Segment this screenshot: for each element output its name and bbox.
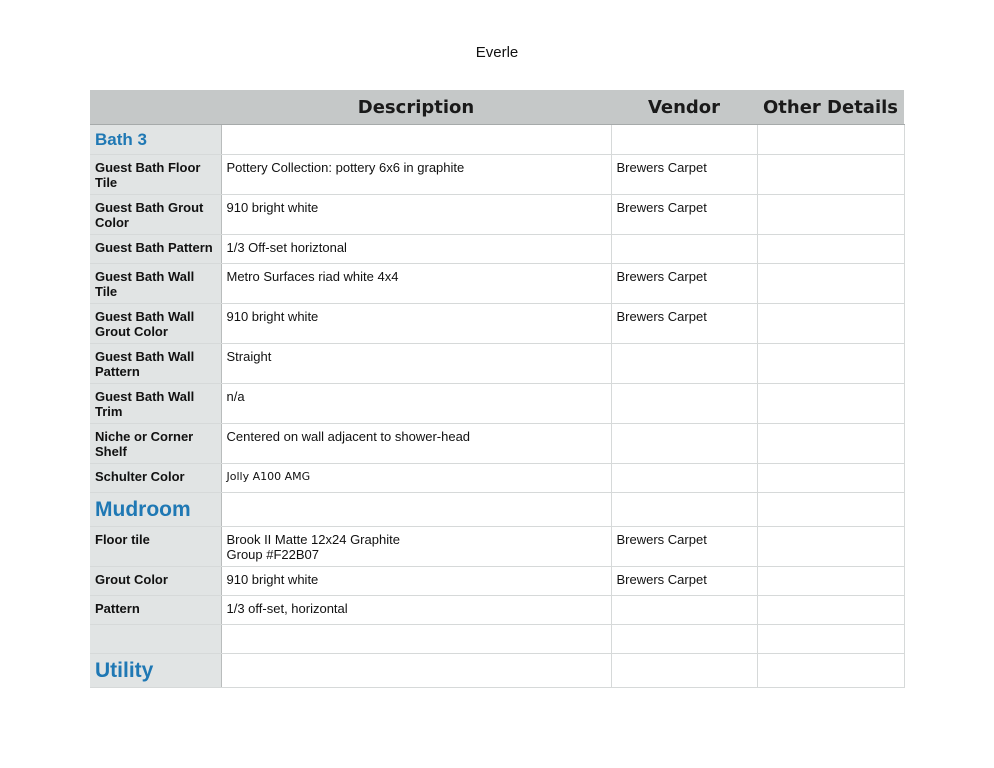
row-vendor — [611, 625, 757, 654]
row-label: Pattern — [90, 596, 221, 625]
spec-table — [90, 90, 905, 688]
row-other-details — [757, 527, 904, 567]
table-row — [90, 344, 904, 384]
row-other-details — [757, 596, 904, 625]
row-label: Guest Bath Grout Color — [90, 195, 221, 235]
row-other-details — [757, 464, 904, 493]
row-description: 910 bright white — [221, 304, 611, 344]
header-description: Description — [221, 90, 611, 125]
row-other-details — [757, 195, 904, 235]
row-vendor — [611, 596, 757, 625]
row-label: Guest Bath Pattern — [90, 235, 221, 264]
row-description: 910 bright white — [221, 567, 611, 596]
row-description: 910 bright white — [221, 195, 611, 235]
row-description: 1/3 off-set, horizontal — [221, 596, 611, 625]
cell-empty — [611, 125, 757, 155]
section-title-bath3: Bath 3 — [90, 125, 221, 155]
cell-empty — [757, 125, 904, 155]
section-title-utility: Utility — [90, 654, 221, 688]
row-other-details — [757, 424, 904, 464]
cell-empty — [221, 493, 611, 527]
cell-empty — [757, 654, 904, 688]
table-row — [90, 155, 904, 195]
table-row — [90, 264, 904, 304]
section-row-mudroom — [90, 493, 904, 527]
table-row — [90, 195, 904, 235]
row-other-details — [757, 304, 904, 344]
table-row — [90, 304, 904, 344]
row-other-details — [757, 235, 904, 264]
table-row — [90, 596, 904, 625]
row-description — [221, 527, 611, 567]
row-other-details — [757, 344, 904, 384]
header-row — [90, 90, 904, 125]
row-label: Schulter Color — [90, 464, 221, 493]
row-other-details — [757, 264, 904, 304]
row-description-line2: Group #F22B07 — [226, 547, 320, 562]
table-row — [90, 464, 904, 493]
section-row-bath3 — [90, 125, 904, 155]
row-vendor: Brewers Carpet — [611, 155, 757, 195]
row-vendor: Brewers Carpet — [611, 527, 757, 567]
header-vendor: Vendor — [611, 90, 757, 125]
row-vendor: Brewers Carpet — [611, 264, 757, 304]
section-row-utility — [90, 654, 904, 688]
table-row — [90, 625, 904, 654]
row-vendor: Brewers Carpet — [611, 567, 757, 596]
table-row — [90, 527, 904, 567]
row-vendor: Brewers Carpet — [611, 195, 757, 235]
row-other-details — [757, 567, 904, 596]
cell-empty — [221, 125, 611, 155]
row-label — [90, 625, 221, 654]
section-title-mudroom: Mudroom — [90, 493, 221, 527]
table-row — [90, 384, 904, 424]
row-vendor — [611, 384, 757, 424]
table-row — [90, 424, 904, 464]
row-vendor — [611, 235, 757, 264]
row-label: Niche or Corner Shelf — [90, 424, 221, 464]
table-row — [90, 235, 904, 264]
row-label: Guest Bath Wall Pattern — [90, 344, 221, 384]
row-description: Metro Surfaces riad white 4x4 — [221, 264, 611, 304]
row-label: Grout Color — [90, 567, 221, 596]
row-description: Pottery Collection: pottery 6x6 in graphite — [221, 155, 611, 195]
row-description: 1/3 Off-set horiztonal — [221, 235, 611, 264]
cell-empty — [611, 493, 757, 527]
cell-empty — [221, 654, 611, 688]
row-description-line1: Brook II Matte 12x24 Graphite — [226, 532, 400, 547]
row-vendor — [611, 464, 757, 493]
row-label: Guest Bath Wall Trim — [90, 384, 221, 424]
row-description: Centered on wall adjacent to shower-head — [221, 424, 611, 464]
row-description: Straight — [221, 344, 611, 384]
row-other-details — [757, 384, 904, 424]
row-vendor — [611, 344, 757, 384]
header-label — [90, 90, 221, 125]
row-label: Guest Bath Floor Tile — [90, 155, 221, 195]
row-label: Guest Bath Wall Tile — [90, 264, 221, 304]
cell-empty — [611, 654, 757, 688]
row-description: Jolly A100 AMG — [221, 464, 611, 493]
row-vendor — [611, 424, 757, 464]
row-description — [221, 625, 611, 654]
document-title: Everle — [475, 44, 519, 61]
row-label: Guest Bath Wall Grout Color — [90, 304, 221, 344]
row-other-details — [757, 155, 904, 195]
row-label: Floor tile — [90, 527, 221, 567]
header-other-details: Other Details — [757, 90, 904, 125]
row-other-details — [757, 625, 904, 654]
cell-empty — [757, 493, 904, 527]
row-description: n/a — [221, 384, 611, 424]
table-row — [90, 567, 904, 596]
row-vendor: Brewers Carpet — [611, 304, 757, 344]
